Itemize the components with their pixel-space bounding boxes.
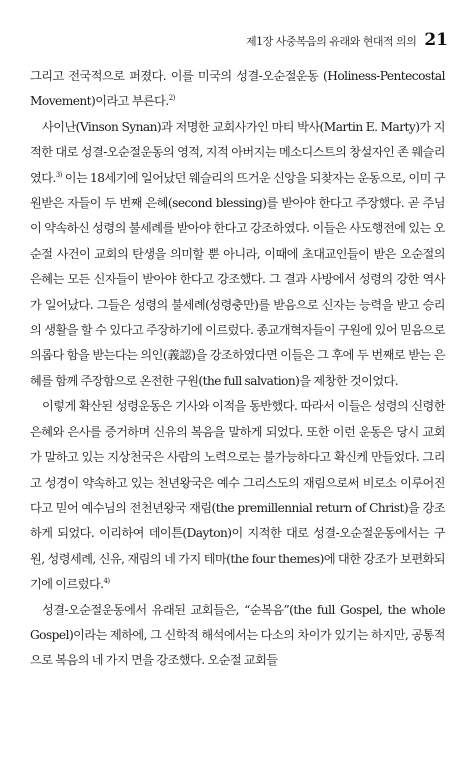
footnote-marker[interactable]: 4) (103, 577, 110, 586)
paragraph-text: 성결-오순절운동에서 유래된 교회들은, “순복음”(the full Gospel, the whole Gospel)이라는 제하에, 그 신학적 해석에서는 다소의 차이가 있기는 하지만, 공통적으로 복음의 네 가지 면을 강조했다. 오순절 교회들 (30, 602, 445, 668)
footnote-marker[interactable]: 3) (55, 170, 62, 179)
body-text (30, 64, 445, 674)
paragraph-text: 그리고 전국적으로 퍼졌다. 이를 미국의 성결-오순절운동 (Holiness-Pentecostal Movement)이라고 부른다. (30, 69, 445, 109)
page-number: 21 (424, 30, 448, 50)
paragraph (30, 394, 445, 597)
paragraph (30, 115, 445, 394)
paragraph (30, 64, 445, 115)
paragraph-text: 이는 18세기에 일어났던 웨슬리의 뜨거운 신앙을 되찾자는 운동으로, 이미 구원받은 자들이 두 번째 은혜(second blessing)를 받아야 한다고 주장했다. 곧 주님이 약속하신 성령의 불세례를 받아야 한다고 강조하였다. 이들은 사도행전에 있는 오순절 사건이 교회의 탄생을 의미할 뿐 아니라, 이때에 초대교인들이 받은 오순절의 은혜는 모든 신자들이 받아야 한다고 강조했다. 그 결과 사방에서 성령의 강한 역사가 일어났다. 그들은 성령의 불세례(성령충만)를 받음으로 신자는 능력을 받고 승리의 생활을 할 수 있다고 주장하기에 이르렀다. 종교개혁자들이 구원에 있어 믿음으로 의롭다 함을 받는다는 의인(義認)을 강조하였다면 이들은 그 후에 두 번째로 받는 은혜를 함께 주장함으로 온전한 구원(the full salvation)을 제창한 것이었다. (30, 170, 445, 388)
paragraph-text: 사이난(Vinson Synan)과 저명한 교회사가인 마티 박사(Martin E. Marty)가 지적한 대로 성결-오순절운동의 영적, 지적 아버지는 메소디스트의 창설자인 존 웨슬리였다. (30, 119, 445, 185)
page-header (246, 30, 448, 50)
running-title: 제1장 사중복음의 유래와 현대적 의의 (245, 35, 417, 48)
footnote-marker[interactable]: 2) (168, 94, 175, 103)
paragraph-text: 이렇게 확산된 성령운동은 기사와 이적을 동반했다. 따라서 이들은 성령의 신령한 은혜와 은사를 증거하며 신유의 복음을 말하게 되었다. 또한 이런 운동은 당시 교회가 말하고 있는 지상천국은 사람의 노력으로는 불가능하다고 확신케 만들었다. 그리고 성경이 약속하고 있는 천년왕국은 예수 그리스도의 재림으로써 비로소 이루어진다고 믿어 예수님의 전천년왕국 재림(the premillennial return of Christ)을 강조하게 되었다. 이리하여 데이튼(Dayton)이 지적한 대로 성결-오순절운동에서는 구원, 성령세례, 신유, 재림의 네 가지 테마(the four themes)에 대한 강조가 보편화되기에 이르렀다. (30, 399, 445, 592)
paragraph (30, 598, 445, 674)
